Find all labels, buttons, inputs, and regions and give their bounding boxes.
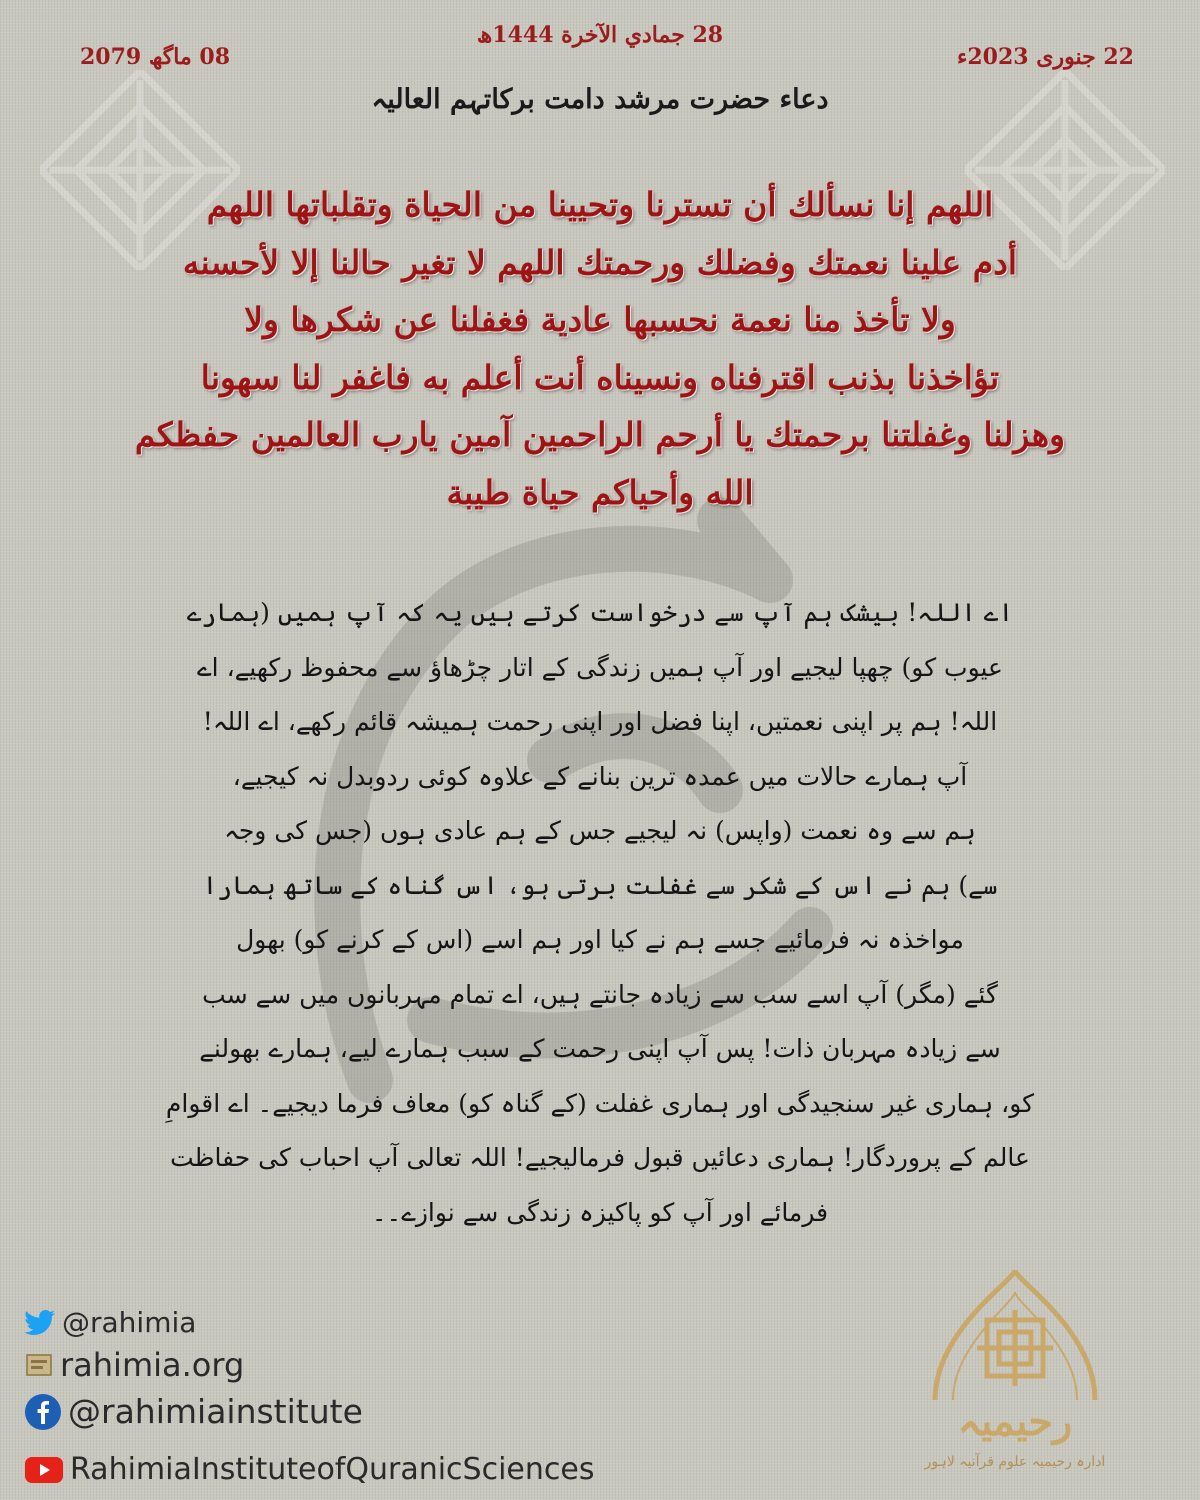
youtube-channel: RahimiaInstituteofQuranicSciences	[70, 1452, 595, 1487]
website-link[interactable]	[24, 1346, 244, 1384]
youtube-icon	[24, 1456, 64, 1484]
arabic-prayer	[70, 176, 1130, 521]
urdu-line: سے) ہم نے اس کے شکر سے غفلت برتی ہو، اس گناہ کے ساتھ ہمارا	[202, 870, 998, 900]
urdu-line: مواخذہ نہ فرمائیے جسے ہم نے کیا اور ہم اسے (اس کے کرنے کو) بھول	[236, 925, 964, 954]
logo-tagline: ادارہ رحیمیہ علوم قرآنیہ لاہور	[924, 1454, 1106, 1470]
urdu-line: فرمائے اور آپ کو پاکیزہ زندگی سے نوازے۔۔	[371, 1197, 829, 1227]
page-title: دعاء حضرت مرشد دامت برکاتہم العالیہ	[371, 84, 829, 115]
gregorian-date: 22 جنوری 2023ء	[957, 44, 1134, 70]
logo-name: رحیمیہ	[957, 1398, 1073, 1445]
facebook-handle: @rahimiainstitute	[68, 1392, 363, 1431]
hijri-date: 28 جمادي الآخرة 1444ھ	[476, 22, 724, 48]
globe-icon	[24, 1350, 54, 1380]
youtube-link[interactable]	[24, 1452, 594, 1487]
urdu-line: عالم کے پروردگار! ہماری دعائیں قبول فرمالیجیے! اللہ تعالی آپ احباب کی حفاظت	[170, 1143, 1030, 1172]
urdu-translation	[150, 586, 1050, 1240]
arabic-line: ولا تأخذ منا نعمة نحسبها عادية فغفلنا عن شكرها ولا	[244, 300, 956, 339]
urdu-line: آپ ہمارے حالات میں عمدہ ترین بنانے کے علاوہ کوئی ردوبدل نہ کیجیے،	[232, 761, 968, 791]
bikrami-date: 08 ماگھ 2079	[80, 44, 231, 70]
arabic-line: اللهم إنا نسألك أن تسترنا وتحيينا من الحياة وتقلباتها اللهم	[206, 185, 994, 224]
twitter-icon	[24, 1309, 56, 1337]
arabic-line: وهزلنا وغفلتنا برحمتك يا أرحم الراحمين آمين يارب العالمين حفظكم	[134, 415, 1066, 454]
arabic-line: أدم علينا نعمتك وفضلك ورحمتك اللهم لا تغير حالنا إلا لأحسنه	[182, 242, 1018, 282]
urdu-line: اے اللہ! بیشک ہم آپ سے درخواست کرتے ہیں یہ کہ آپ ہمیں (ہمارے	[186, 598, 1014, 627]
institute-logo	[915, 1260, 1115, 1484]
facebook-icon	[24, 1393, 62, 1431]
website-url: rahimia.org	[60, 1346, 245, 1384]
urdu-line: عیوب کو) چھپا لیجیے اور آپ ہمیں زندگی کے اتار چڑھاؤ سے محفوظ رکھیے، اے	[197, 652, 1003, 682]
arabic-line: الله وأحياكم حياة طيبة	[446, 472, 754, 512]
urdu-line: اللہ! ہم پر اپنی نعمتیں، اپنا فضل اور اپنی رحمت ہمیشہ قائم رکھے، اے اللہ!	[202, 707, 998, 736]
urdu-line: گئے (مگر) آپ اسے سب سے زیادہ جانتے ہیں، اے تمام مہربانوں میں سے سب	[202, 979, 998, 1009]
urdu-line: سے زیادہ مہربان ذات! پس آپ اپنی رحمت کے سبب ہمارے لیے، ہمارے بھولنے	[199, 1034, 1001, 1063]
urdu-line: ہم سے وہ نعمت (واپس) نہ لیجیے جس کے ہم عادی ہوں (جس کی وجہ	[224, 816, 976, 845]
twitter-handle: @rahimia	[62, 1306, 197, 1339]
logo-emblem-icon	[915, 1260, 1115, 1480]
arabic-line: تؤاخذنا بذنب اقترفناه ونسيناه أنت أعلم به فاغفر لنا سهونا	[200, 357, 1000, 397]
urdu-line: کو، ہماری غیر سنجیدگی اور ہماری غفلت (کے گناہ کو) معاف فرما دیجیے۔ اے اقوامِ	[165, 1088, 1035, 1118]
facebook-link[interactable]	[24, 1392, 363, 1431]
twitter-link[interactable]	[24, 1306, 196, 1339]
